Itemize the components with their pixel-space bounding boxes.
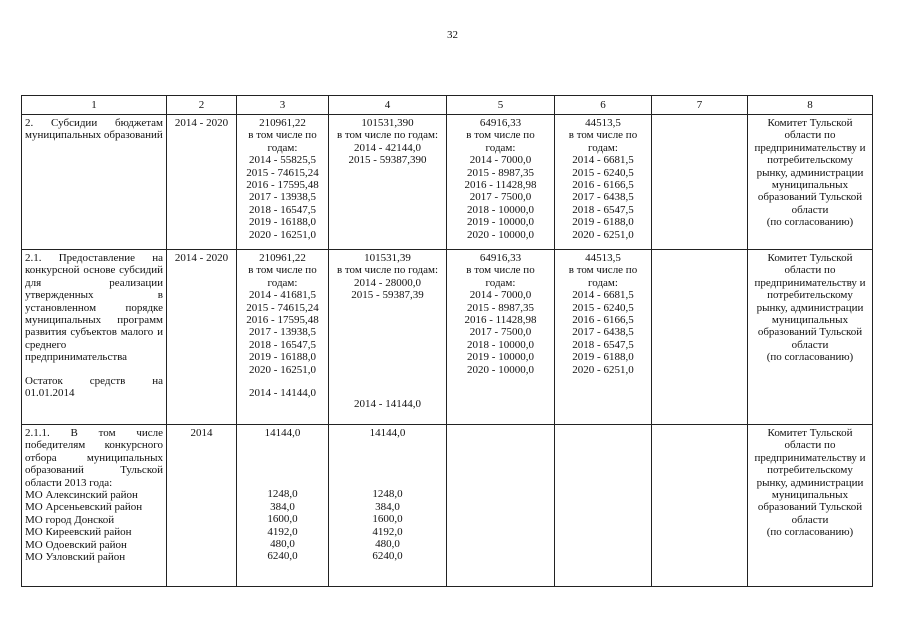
cell-line: в том числе по годам: bbox=[336, 129, 439, 142]
cell-line: 2018 - 16547,5 bbox=[249, 203, 316, 216]
cell-line: в том числе по bbox=[466, 129, 535, 142]
total-amount-cell bbox=[237, 115, 329, 250]
federal-amount-list bbox=[332, 252, 443, 302]
cell-line: предпринимательству и bbox=[754, 276, 866, 289]
cell-line: 2014 - 28000,0 bbox=[354, 276, 421, 289]
cell-line: 1248,0 bbox=[267, 488, 298, 501]
cell-line: 2019 - 6188,0 bbox=[572, 351, 634, 364]
cell-line: в том числе по bbox=[248, 264, 317, 277]
cell-line: 2018 - 10000,0 bbox=[467, 203, 534, 216]
cell-line: области по bbox=[784, 439, 836, 452]
cell-line: 101531,390 bbox=[361, 117, 414, 129]
cell-line: 2020 - 6251,0 bbox=[572, 228, 634, 241]
cell-line: МО Алексинский район bbox=[25, 489, 138, 502]
header-row bbox=[22, 96, 873, 115]
cell-line: 2016 - 6166,5 bbox=[572, 314, 634, 327]
cell-line: 2019 - 16188,0 bbox=[249, 216, 316, 229]
cell-line: потребительскому bbox=[767, 154, 853, 167]
cell-line: годам: bbox=[267, 276, 298, 289]
cell-line: муниципальных bbox=[771, 314, 849, 327]
cell-line: предпринимательству и bbox=[754, 141, 866, 154]
cell-line: Комитет Тульской bbox=[767, 427, 853, 439]
cell-line: 2018 - 6547,5 bbox=[572, 203, 634, 216]
cell-line: области bbox=[791, 513, 829, 526]
total-amount-cell bbox=[237, 250, 329, 425]
header-cell: 3 bbox=[237, 96, 329, 115]
cell-line: Комитет Тульской bbox=[767, 252, 853, 264]
balance-value: 2014 - 14144,0 bbox=[354, 397, 421, 410]
cell-line: 2014 - 41681,5 bbox=[249, 289, 316, 302]
cell-line: 210961,22 bbox=[259, 117, 306, 129]
header-cell: 5 bbox=[447, 96, 555, 115]
header-cell: 2 bbox=[167, 96, 237, 115]
cell-line: в том числе по bbox=[466, 264, 535, 277]
regional-amount-cell bbox=[447, 425, 555, 587]
cell-line: области по bbox=[784, 264, 836, 277]
cell-line: годам: bbox=[485, 141, 516, 154]
measure-text: 2.1. Предоставление на конкурсной основе субсидий для реализации утвержденных в установленном порядке муниципальных программ развития субъектов малого и среднего предпринимательства bbox=[25, 252, 163, 364]
table-row bbox=[22, 115, 873, 250]
cell-line: образований Тульской bbox=[757, 191, 863, 204]
executor-cell bbox=[748, 250, 873, 425]
cell-line: 2020 - 16251,0 bbox=[249, 363, 316, 376]
cell-line: муниципальных bbox=[771, 179, 849, 192]
cell-line: 2017 - 6438,5 bbox=[572, 191, 634, 204]
municipality-list bbox=[25, 489, 163, 563]
cell-line: 2019 - 16188,0 bbox=[249, 351, 316, 364]
cell-line: (по согласованию) bbox=[766, 351, 854, 364]
amount-list bbox=[240, 488, 325, 562]
table-row bbox=[22, 425, 873, 587]
cell-line: в том числе по bbox=[248, 129, 317, 142]
cell-line: 2014 - 7000,0 bbox=[469, 289, 532, 302]
measure-cell bbox=[22, 425, 167, 587]
cell-line: 2016 - 17595,48 bbox=[246, 314, 319, 327]
period-cell: 2014 - 2020 bbox=[167, 115, 237, 250]
executor-cell bbox=[748, 115, 873, 250]
cell-line: образований Тульской bbox=[757, 326, 863, 339]
cell-line: годам: bbox=[588, 276, 618, 289]
balance-value: 2014 - 14144,0 bbox=[249, 387, 316, 400]
cell-line: 6240,0 bbox=[267, 550, 298, 563]
cell-line: (по согласованию) bbox=[766, 216, 854, 229]
cell-line: образований Тульской bbox=[757, 501, 863, 514]
cell-line: рынку, администрации bbox=[756, 476, 864, 489]
cell-line: 2017 - 13938,5 bbox=[249, 326, 316, 339]
header-cell: 1 bbox=[22, 96, 167, 115]
cell-line: 2017 - 13938,5 bbox=[249, 191, 316, 204]
cell-line: 2014 - 6681,5 bbox=[572, 289, 634, 302]
cell-line: МО Киреевский район bbox=[25, 526, 132, 539]
regional-amount-cell bbox=[447, 250, 555, 425]
extra-amount-cell bbox=[652, 250, 748, 425]
cell-line: 101531,39 bbox=[364, 252, 411, 264]
cell-line: 64916,33 bbox=[479, 252, 522, 264]
cell-line: 2016 - 6166,5 bbox=[572, 179, 634, 192]
cell-line: в том числе по bbox=[568, 129, 638, 142]
cell-line: 480,0 bbox=[270, 538, 295, 551]
cell-line: 2016 - 11428,98 bbox=[464, 314, 537, 327]
cell-line: 2015 - 6240,5 bbox=[572, 166, 634, 179]
cell-line: 64916,33 bbox=[479, 117, 522, 129]
header-cell: 7 bbox=[652, 96, 748, 115]
cell-line: 2015 - 59387,390 bbox=[348, 154, 427, 167]
cell-line: 6240,0 bbox=[372, 550, 403, 563]
federal-amount-cell bbox=[329, 425, 447, 587]
cell-line: 2020 - 6251,0 bbox=[572, 363, 634, 376]
cell-line: 4192,0 bbox=[267, 525, 298, 538]
cell-line: МО Арсеньевский район bbox=[25, 501, 143, 514]
cell-line: 44513,5 bbox=[585, 252, 621, 264]
cell-line: 2019 - 10000,0 bbox=[467, 351, 534, 364]
local-amount-cell bbox=[555, 250, 652, 425]
cell-line: области по bbox=[784, 129, 836, 142]
extra-amount-cell bbox=[652, 425, 748, 587]
federal-amount-cell bbox=[329, 115, 447, 250]
cell-line: 384,0 bbox=[270, 500, 295, 513]
cell-line: 2016 - 11428,98 bbox=[464, 179, 537, 192]
extra-amount-cell bbox=[652, 115, 748, 250]
cell-line: 2014 - 55825,5 bbox=[249, 154, 316, 167]
cell-line: 480,0 bbox=[375, 538, 400, 551]
cell-line: 2015 - 6240,5 bbox=[572, 301, 634, 314]
period-cell: 2014 bbox=[167, 425, 237, 587]
cell-line: 384,0 bbox=[375, 500, 400, 513]
cell-line: 2018 - 10000,0 bbox=[467, 338, 534, 351]
cell-line: муниципальных bbox=[771, 489, 849, 502]
total-value: 14144,0 bbox=[369, 427, 406, 439]
measure-cell: 2. Субсидии бюджетам муниципальных образований bbox=[22, 115, 167, 250]
cell-line: годам: bbox=[485, 276, 516, 289]
header-cell: 4 bbox=[329, 96, 447, 115]
cell-line: 2020 - 16251,0 bbox=[249, 228, 316, 241]
cell-line: 2017 - 7500,0 bbox=[469, 326, 532, 339]
cell-line: 2015 - 74615,24 bbox=[246, 301, 319, 314]
cell-line: 2015 - 59387,39 bbox=[351, 289, 424, 302]
cell-line: предпринимательству и bbox=[754, 451, 866, 464]
cell-line: МО Одоевский район bbox=[25, 538, 127, 551]
cell-line: рынку, администрации bbox=[756, 301, 864, 314]
cell-line: 1600,0 bbox=[267, 513, 298, 526]
cell-line: в том числе по годам: bbox=[336, 264, 439, 277]
cell-line: 1248,0 bbox=[372, 488, 403, 501]
cell-line: области bbox=[791, 338, 829, 351]
cell-line: 2020 - 10000,0 bbox=[467, 363, 534, 376]
cell-line: 2020 - 10000,0 bbox=[467, 228, 534, 241]
amount-list bbox=[332, 488, 443, 562]
cell-line: 2015 - 8987,35 bbox=[467, 166, 534, 179]
period-cell: 2014 - 2020 bbox=[167, 250, 237, 425]
measure-text: 2.1.1. В том числе победителям конкурсного отбора муниципальных образований Тульской области 2013 года: bbox=[25, 427, 163, 489]
program-table bbox=[21, 95, 873, 587]
cell-line: 2018 - 16547,5 bbox=[249, 338, 316, 351]
cell-line: 210961,22 bbox=[259, 252, 306, 264]
total-value: 14144,0 bbox=[264, 427, 301, 439]
regional-amount-cell bbox=[447, 115, 555, 250]
cell-line: 1600,0 bbox=[372, 513, 403, 526]
balance-label: Остаток средств на 01.01.2014 bbox=[25, 374, 163, 400]
cell-line: 2018 - 6547,5 bbox=[572, 338, 634, 351]
cell-line: 44513,5 bbox=[585, 117, 621, 129]
cell-line: МО Узловский район bbox=[25, 551, 126, 564]
cell-line: МО город Донской bbox=[25, 513, 115, 526]
federal-amount-cell bbox=[329, 250, 447, 425]
cell-line: Комитет Тульской bbox=[767, 117, 853, 129]
cell-line: годам: bbox=[267, 141, 298, 154]
cell-line: рынку, администрации bbox=[756, 166, 864, 179]
cell-line: 2019 - 10000,0 bbox=[467, 216, 534, 229]
header-cell: 8 bbox=[748, 96, 873, 115]
executor-cell bbox=[748, 425, 873, 587]
cell-line: 2015 - 74615,24 bbox=[246, 166, 319, 179]
cell-line: годам: bbox=[588, 141, 618, 154]
cell-line: 2014 - 42144,0 bbox=[354, 141, 421, 154]
total-amount-list bbox=[240, 252, 325, 376]
cell-line: (по согласованию) bbox=[766, 526, 854, 539]
cell-line: 2017 - 7500,0 bbox=[469, 191, 532, 204]
local-amount-cell bbox=[555, 115, 652, 250]
cell-line: потребительскому bbox=[767, 464, 853, 477]
measure-cell bbox=[22, 250, 167, 425]
total-amount-cell bbox=[237, 425, 329, 587]
cell-line: 2014 - 6681,5 bbox=[572, 154, 634, 167]
cell-line: в том числе по bbox=[568, 264, 638, 277]
cell-line: 2016 - 17595,48 bbox=[246, 179, 319, 192]
local-amount-cell bbox=[555, 425, 652, 587]
cell-line: 2015 - 8987,35 bbox=[467, 301, 534, 314]
cell-line: 2019 - 6188,0 bbox=[572, 216, 634, 229]
cell-line: 4192,0 bbox=[372, 525, 403, 538]
cell-line: 2017 - 6438,5 bbox=[572, 326, 634, 339]
cell-line: 2014 - 7000,0 bbox=[469, 154, 532, 167]
cell-line: области bbox=[791, 203, 829, 216]
page-number: 32 bbox=[447, 29, 458, 41]
header-cell: 6 bbox=[555, 96, 652, 115]
cell-line: потребительскому bbox=[767, 289, 853, 302]
table-row bbox=[22, 250, 873, 425]
